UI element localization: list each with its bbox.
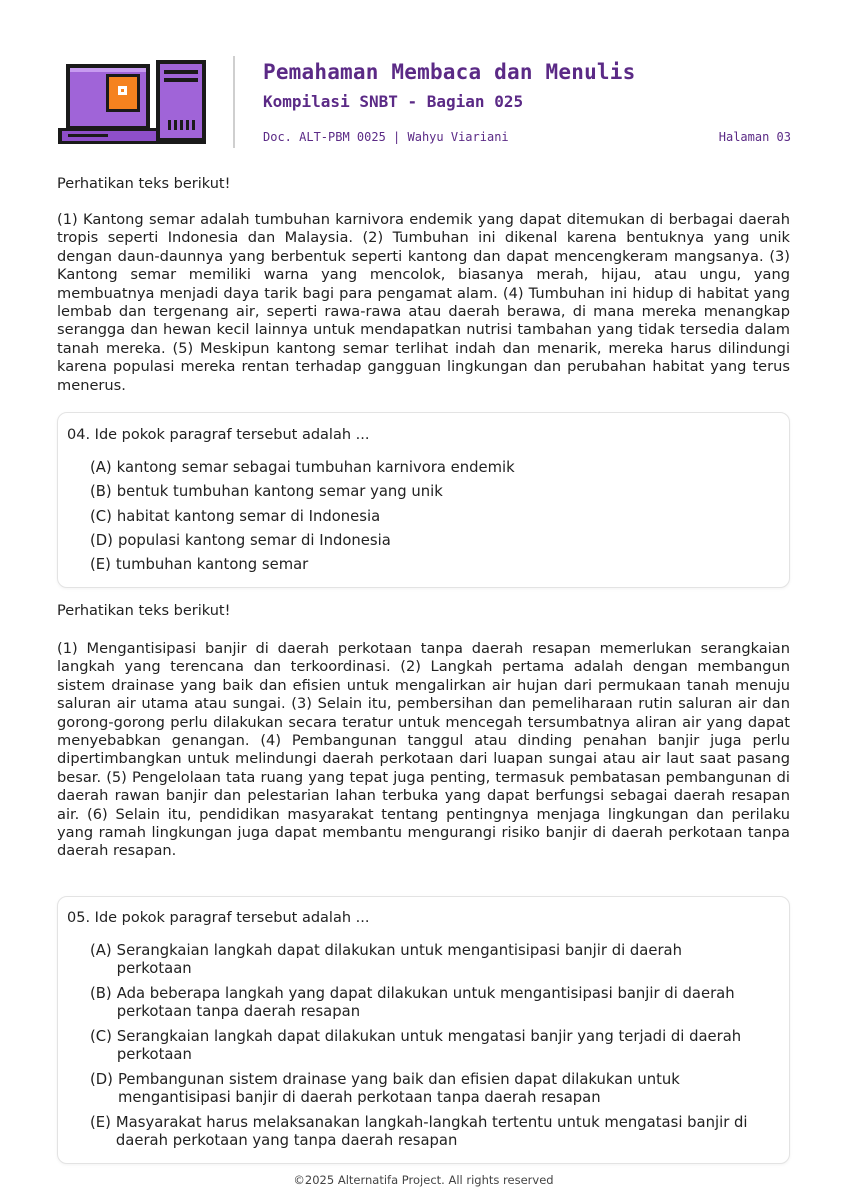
option-key: (E) bbox=[90, 1114, 111, 1131]
header-divider bbox=[233, 56, 235, 148]
option-text: habitat kantong semar di Indonesia bbox=[116, 508, 381, 525]
option-04-c[interactable] bbox=[90, 508, 750, 526]
document-header bbox=[56, 56, 791, 148]
instruction-2: Perhatikan teks berikut! bbox=[57, 603, 231, 619]
option-key: (C) bbox=[90, 1028, 112, 1045]
option-text: Pembangunan sistem drainase yang baik dan efisien dapat dilakukan untuk mengantisipasi banjir di daerah perkotaan tanpa daerah resapan bbox=[117, 1071, 680, 1106]
document-info: Doc. ALT-PBM 0025 | Wahyu Viariani bbox=[263, 130, 509, 144]
option-04-d[interactable] bbox=[90, 532, 750, 550]
option-text: Serangkaian langkah dapat dilakukan untuk mengantisipasi banjir di daerah perkotaan bbox=[116, 942, 682, 977]
option-text: bentuk tumbuhan kantong semar yang unik bbox=[116, 483, 443, 500]
option-key: (E) bbox=[90, 556, 111, 573]
copyright-footer: ©2025 Alternatifa Project. All rights reserved bbox=[293, 1173, 554, 1187]
option-key: (A) bbox=[90, 459, 112, 476]
option-text: Serangkaian langkah dapat dilakukan untuk mengatasi banjir yang terjadi di daerah perkotaan bbox=[116, 1028, 742, 1063]
option-text: Masyarakat harus melaksanakan langkah-langkah tertentu untuk mengatasi banjir di daerah perkotaan yang tanpa daerah resapan bbox=[115, 1114, 748, 1149]
question-card-04 bbox=[57, 412, 790, 588]
option-04-a[interactable] bbox=[90, 459, 750, 477]
option-key: (B) bbox=[90, 483, 112, 500]
option-05-b[interactable] bbox=[90, 985, 750, 1021]
option-key: (D) bbox=[90, 1071, 113, 1088]
option-key: (A) bbox=[90, 942, 112, 959]
option-05-d[interactable] bbox=[90, 1071, 750, 1107]
option-05-e[interactable] bbox=[90, 1114, 750, 1150]
option-04-e[interactable] bbox=[90, 556, 750, 574]
option-text: tumbuhan kantong semar bbox=[115, 556, 309, 573]
option-key: (B) bbox=[90, 985, 112, 1002]
page-number: Halaman 03 bbox=[718, 130, 791, 144]
question-card-05 bbox=[57, 896, 790, 1164]
instruction-1: Perhatikan teks berikut! bbox=[57, 176, 231, 192]
reading-paragraph-2: (1) Mengantisipasi banjir di daerah perkotaan tanpa daerah resapan memerlukan serangkaian langkah yang terencana dan terkoordinasi. (2) Langkah pertama adalah dengan membangun sistem drainase yang baik dan efisien untuk mengalirkan air hujan dari permukaan tanah menuju saluran air utama atau sungai. (3) Selain itu, pembersihan dan pemeliharaan rutin saluran air dan gorong-gorong perlu dilakukan secara teratur untuk mencegah tersumbatnya aliran air yang dapat menyebabkan genangan. (4) Pembangunan tanggul atau dinding penahan banjir juga perlu dipertimbangkan untuk melindungi daerah perkotaan dari luapan sungai atau air laut saat pasang besar. (5) Pengelolaan tata ruang yang tepat juga penting, termasuk pembatasan pembangunan di daerah rawan banjir dan pelestarian lahan terbuka yang dapat berfungsi sebagai daerah resapan air. (6) Selain itu, pendidikan masyarakat tentang pentingnya menjaga lingkungan dan perilaku yang ramah lingkungan juga dapat membantu mengurangi risiko banjir di daerah perkotaan tanpa daerah resapan. bbox=[57, 640, 790, 860]
option-key: (D) bbox=[90, 532, 113, 549]
option-text: kantong semar sebagai tumbuhan karnivora endemik bbox=[116, 459, 515, 476]
option-05-c[interactable] bbox=[90, 1028, 750, 1064]
option-05-a[interactable] bbox=[90, 942, 750, 978]
question-stem-05: 05. Ide pokok paragraf tersebut adalah ... bbox=[67, 910, 370, 926]
reading-paragraph-1: (1) Kantong semar adalah tumbuhan karnivora endemik yang dapat ditemukan di berbagai daerah tropis seperti Indonesia dan Malaysia. (2) Tumbuhan ini dikenal karena bentuknya yang unik dengan daun-daunnya yang berbentuk seperti kantong dan dapat mencengkeram mangsanya. (3) Kantong semar memiliki warna yang mencolok, biasanya merah, hijau, atau ungu, yang membuatnya menjadi daya tarik bagi para pengamat alam. (4) Tumbuhan ini hidup di habitat yang lembab dan tergenang air, seperti rawa-rawa atau daerah berawa, di mana mereka menangkap serangga dan hewan kecil lainnya untuk mendapatkan nutrisi tambahan yang tidak tersedia dalam tanah mereka. (5) Meskipun kantong semar terlihat indah dan menarik, mereka harus dilindungi karena populasi mereka rentan terhadap gangguan lingkungan dan perubahan habitat yang terus menerus. bbox=[57, 211, 790, 394]
retro-computer-logo bbox=[56, 58, 208, 146]
option-text: populasi kantong semar di Indonesia bbox=[117, 532, 391, 549]
question-stem-04: 04. Ide pokok paragraf tersebut adalah ... bbox=[67, 427, 370, 443]
option-key: (C) bbox=[90, 508, 112, 525]
option-text: Ada beberapa langkah yang dapat dilakukan untuk mengantisipasi banjir di daerah perkotaan tanpa daerah resapan bbox=[116, 985, 735, 1020]
document-subtitle: Kompilasi SNBT - Bagian 025 bbox=[263, 92, 524, 111]
document-title: Pemahaman Membaca dan Menulis bbox=[263, 60, 636, 84]
option-04-b[interactable] bbox=[90, 483, 750, 501]
